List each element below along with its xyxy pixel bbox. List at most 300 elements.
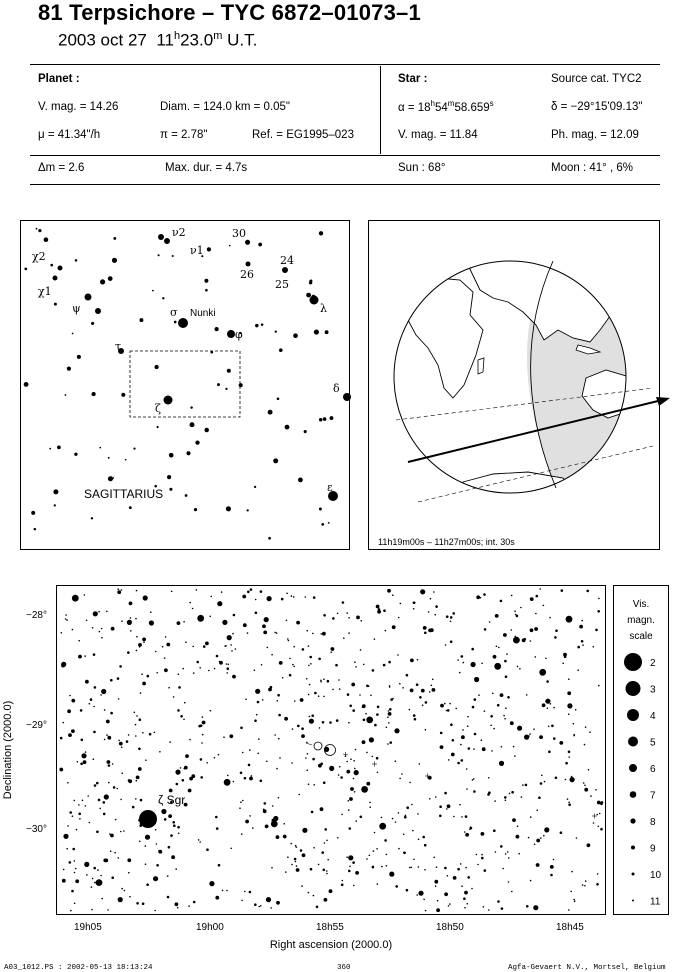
- field-star: [197, 615, 204, 622]
- field-star: [201, 742, 203, 744]
- field-star: [387, 743, 389, 745]
- field-star: [283, 835, 287, 839]
- field-star: [482, 747, 486, 751]
- field-star: [270, 907, 272, 909]
- field-star: [265, 825, 269, 829]
- field-star: [461, 735, 465, 739]
- field-star: [521, 796, 523, 798]
- field-star: [180, 767, 182, 769]
- field-star: [210, 596, 212, 598]
- field-star: [138, 767, 142, 771]
- finder-star: [108, 276, 113, 281]
- finder-star: [31, 511, 35, 515]
- field-star: [389, 708, 392, 711]
- field-star: [99, 808, 101, 810]
- field-star: [419, 696, 422, 699]
- field-star: [276, 632, 278, 634]
- field-star: [249, 777, 253, 781]
- finder-star: [58, 266, 63, 271]
- label-nu1: ν1: [190, 244, 204, 257]
- field-star: [440, 732, 443, 735]
- field-star: [392, 625, 396, 629]
- field-star: [127, 651, 130, 654]
- field-star: [78, 655, 82, 659]
- field-star: [260, 590, 263, 593]
- field-star: [534, 844, 536, 846]
- field-star: [278, 738, 280, 740]
- finder-star: [207, 247, 211, 251]
- field-star: [67, 825, 69, 827]
- field-star: [389, 741, 392, 744]
- field-star: [555, 629, 558, 632]
- field-star: [320, 681, 322, 683]
- field-star: [452, 739, 455, 742]
- field-star: [457, 659, 459, 661]
- field-star: [193, 901, 196, 904]
- field-star: [107, 736, 111, 740]
- finder-star: [125, 459, 127, 461]
- scale-label: 9: [650, 843, 656, 855]
- field-star: [335, 664, 338, 667]
- field-star: [461, 816, 463, 818]
- field-star: [94, 784, 97, 787]
- field-star: [584, 885, 586, 887]
- y-axis-label: Declination (2000.0): [2, 700, 14, 800]
- finder-star: [293, 333, 298, 338]
- field-star: [296, 865, 298, 867]
- field-star: [468, 747, 471, 750]
- field-star: [503, 715, 505, 717]
- field-star: [501, 907, 504, 910]
- field-star: [272, 805, 274, 807]
- field-star: [67, 782, 69, 784]
- field-star: [588, 769, 590, 771]
- field-star: [283, 823, 285, 825]
- field-star: [377, 772, 379, 774]
- field-star: [514, 610, 516, 612]
- field-star: [449, 703, 451, 705]
- field-star: [505, 853, 507, 855]
- field-star: [82, 800, 84, 802]
- field-star: [350, 758, 352, 760]
- field-star: [104, 739, 106, 741]
- field-star: [198, 839, 200, 841]
- finder-star: [217, 383, 220, 386]
- field-star: [159, 751, 161, 753]
- ra-hours: α = 18: [398, 101, 431, 114]
- scale-label: 3: [650, 684, 656, 696]
- field-star: [404, 816, 407, 819]
- field-star: [410, 689, 414, 693]
- finder-star: [205, 289, 208, 292]
- field-star: [372, 756, 374, 758]
- field-star: [244, 777, 247, 780]
- field-star: [293, 596, 295, 598]
- field-star: [374, 638, 376, 640]
- field-star: [535, 656, 537, 658]
- field-star: [424, 869, 426, 871]
- field-star: [155, 651, 157, 653]
- field-star: [185, 641, 187, 643]
- field-star: [129, 602, 133, 606]
- field-star: [346, 761, 348, 763]
- field-star: [121, 620, 123, 622]
- field-star: [595, 629, 598, 632]
- field-star: [428, 776, 432, 780]
- finder-star: [53, 276, 58, 281]
- field-star: [60, 737, 63, 740]
- field-star: [489, 621, 491, 623]
- field-star: [553, 707, 555, 709]
- field-star: [466, 768, 468, 770]
- field-star: [376, 605, 380, 609]
- field-star: [503, 633, 507, 637]
- field-star: [348, 809, 350, 811]
- field-star: [140, 692, 142, 694]
- field-star: [448, 759, 450, 761]
- field-star: [511, 629, 513, 631]
- field-star: [416, 894, 418, 896]
- field-star: [277, 694, 280, 697]
- field-star: [555, 777, 558, 780]
- field-star: [175, 902, 179, 906]
- field-star: [506, 653, 508, 655]
- field-star: [258, 906, 260, 908]
- field-star: [377, 883, 379, 885]
- field-star: [354, 770, 359, 775]
- finder-star: [91, 517, 93, 519]
- field-star: [362, 740, 366, 744]
- ra-tick-18h50: 18h50: [436, 922, 464, 933]
- field-star: [323, 781, 326, 784]
- field-star: [546, 680, 549, 683]
- field-star: [533, 905, 538, 910]
- field-star: [149, 733, 152, 736]
- field-star: [235, 648, 237, 650]
- field-star: [293, 646, 295, 648]
- field-star: [77, 761, 79, 763]
- field-star: [128, 872, 130, 874]
- field-star: [182, 668, 184, 670]
- planet-reference: Ref. = EG1995–023: [252, 129, 354, 141]
- field-star: [231, 650, 233, 652]
- finder-star: [99, 447, 101, 449]
- finder-star: [215, 327, 219, 331]
- field-star: [296, 621, 300, 625]
- field-star: [69, 695, 71, 697]
- field-star: [435, 885, 437, 887]
- field-star: [286, 620, 288, 622]
- field-star: [324, 828, 327, 831]
- scale-label: 4: [650, 711, 656, 722]
- finder-star: [325, 330, 329, 334]
- field-star: [264, 617, 269, 622]
- field-star: [383, 664, 386, 667]
- field-star: [573, 735, 575, 737]
- label-psi: ψ: [72, 302, 81, 315]
- field-star: [539, 588, 541, 590]
- field-star: [145, 845, 147, 847]
- field-star: [240, 772, 243, 775]
- field-star: [323, 678, 325, 680]
- ra-tick-18h55: 18h55: [316, 922, 344, 933]
- field-star: [215, 896, 219, 900]
- field-star: [428, 629, 432, 633]
- scale-dot: [628, 737, 638, 747]
- field-star: [167, 896, 170, 899]
- field-star: [423, 899, 425, 901]
- field-star: [347, 693, 350, 696]
- field-star: [356, 616, 360, 620]
- field-star: [313, 784, 315, 786]
- field-star: [302, 853, 306, 857]
- field-star: [104, 859, 108, 863]
- field-star: [171, 855, 175, 859]
- field-star: [309, 719, 314, 724]
- label-sigma: σ: [170, 306, 178, 319]
- field-star: [230, 848, 232, 850]
- field-star: [71, 729, 75, 733]
- field-star: [308, 694, 310, 696]
- field-star: [208, 670, 210, 672]
- field-star: [206, 848, 209, 851]
- field-star: [372, 866, 375, 869]
- field-star: [326, 873, 328, 875]
- finder-star: [309, 281, 312, 284]
- field-star: [568, 802, 570, 804]
- field-star: [255, 612, 258, 615]
- field-star: [154, 732, 156, 734]
- field-star: [307, 753, 309, 755]
- field-star: [348, 855, 353, 860]
- field-star: [261, 664, 263, 666]
- field-star: [545, 658, 547, 660]
- field-star: [398, 812, 400, 814]
- field-star: [332, 689, 334, 691]
- field-star: [118, 857, 120, 859]
- field-star: [326, 840, 328, 842]
- finder-star: [174, 321, 177, 324]
- field-star: [142, 902, 145, 905]
- finder-star: [49, 448, 51, 450]
- finder-star: [164, 238, 170, 244]
- field-star: [501, 746, 503, 748]
- field-star: [249, 815, 251, 817]
- field-star: [118, 897, 123, 902]
- field-star: [395, 885, 398, 888]
- field-star: [497, 704, 500, 707]
- field-star: [85, 805, 87, 807]
- field-star: [473, 748, 475, 750]
- field-star: [323, 696, 325, 698]
- label-nu2: ν2: [172, 226, 186, 239]
- field-star: [72, 629, 74, 631]
- field-star: [62, 879, 66, 883]
- field-star: [476, 854, 478, 856]
- field-star: [101, 628, 103, 630]
- field-star: [308, 783, 310, 785]
- field-star: [337, 837, 339, 839]
- field-star: [84, 862, 89, 867]
- field-star: [94, 686, 97, 689]
- field-star: [392, 818, 394, 820]
- field-star: [363, 719, 366, 722]
- field-star: [540, 782, 543, 785]
- field-star: [175, 770, 180, 775]
- field-star: [260, 780, 263, 783]
- field-star: [349, 705, 352, 708]
- field-star: [365, 713, 367, 715]
- field-star: [369, 855, 371, 857]
- field-star: [425, 729, 427, 731]
- ra-hours-unit: h: [430, 99, 435, 108]
- field-star: [310, 868, 313, 871]
- field-star: [93, 731, 96, 734]
- field-star: [529, 733, 531, 735]
- field-star: [103, 801, 106, 804]
- field-star: [369, 802, 371, 804]
- field-star: [337, 613, 339, 615]
- field-star: [567, 703, 572, 708]
- finder-star: [247, 509, 249, 511]
- field-star: [346, 770, 350, 774]
- finder-star: [74, 453, 77, 456]
- field-star: [226, 890, 228, 892]
- field-star: [463, 897, 466, 900]
- finder-star: [190, 406, 192, 408]
- field-star: [352, 709, 355, 712]
- finder-star: [38, 229, 41, 232]
- planet-diameter: Diam. = 124.0 km = 0.05": [160, 101, 291, 113]
- field-star: [513, 746, 515, 748]
- field-star: [452, 612, 455, 615]
- field-star: [481, 832, 485, 836]
- finder-star: [298, 478, 303, 483]
- field-star: [474, 698, 477, 701]
- field-star: [264, 802, 267, 805]
- field-star: [526, 905, 529, 908]
- field-star: [320, 807, 324, 811]
- field-star: [340, 776, 343, 779]
- field-star: [440, 704, 444, 708]
- label-26: 26: [240, 268, 254, 281]
- label-zeta: ζ: [155, 402, 161, 415]
- field-star: [429, 798, 431, 800]
- field-star: [126, 740, 129, 743]
- field-star: [410, 659, 414, 663]
- field-star: [519, 668, 521, 670]
- field-star: [507, 851, 509, 853]
- field-star: [309, 684, 311, 686]
- field-star: [553, 859, 555, 861]
- field-star: [343, 637, 345, 639]
- field-star: [599, 813, 601, 815]
- field-star: [178, 673, 180, 675]
- field-star: [342, 880, 344, 882]
- field-star: [349, 827, 352, 830]
- field-star: [484, 628, 487, 631]
- field-star: [320, 633, 322, 635]
- field-star: [535, 613, 537, 615]
- field-star: [232, 675, 236, 679]
- field-star: [504, 796, 507, 799]
- field-star: [111, 876, 114, 879]
- field-star: [98, 799, 101, 802]
- scale-label: 7: [650, 790, 656, 802]
- field-star: [528, 735, 530, 737]
- finder-star: [185, 494, 188, 497]
- field-star: [136, 636, 138, 638]
- field-star: [284, 717, 288, 721]
- field-star: [571, 871, 573, 873]
- field-star: [417, 813, 419, 815]
- field-star: [169, 741, 171, 743]
- field-star: [339, 688, 341, 690]
- field-star: [83, 760, 87, 764]
- field-star: [73, 848, 75, 850]
- finder-star: [92, 392, 96, 396]
- field-star: [274, 632, 276, 634]
- field-star: [308, 665, 310, 667]
- finder-star: [314, 330, 319, 335]
- field-star: [223, 736, 225, 738]
- finder-star: [34, 528, 37, 531]
- finder-chart: [20, 220, 350, 550]
- field-star: [510, 721, 514, 725]
- field-star: [135, 724, 137, 726]
- field-star: [121, 589, 123, 591]
- field-star: [287, 856, 289, 858]
- field-star: [584, 785, 586, 787]
- field-star: [314, 692, 317, 695]
- field-star: [561, 589, 564, 592]
- field-star: [89, 822, 91, 824]
- field-star: [219, 661, 221, 663]
- header-bottom-rule: [30, 184, 660, 185]
- ra-tick-19h00: 19h00: [196, 922, 224, 933]
- field-star: [266, 897, 271, 902]
- field-star: [348, 870, 351, 873]
- field-star: [541, 775, 543, 777]
- field-star: [494, 663, 501, 670]
- field-star: [465, 815, 468, 818]
- field-star: [431, 685, 433, 687]
- field-star: [433, 591, 435, 593]
- finder-star: [178, 318, 188, 328]
- field-star: [574, 900, 576, 902]
- scale-label: 2: [650, 658, 656, 669]
- field-star: [445, 644, 447, 646]
- field-star: [164, 657, 166, 659]
- field-star: [278, 714, 281, 717]
- field-star: [457, 868, 460, 871]
- field-star: [514, 755, 516, 757]
- finder-star: [36, 228, 38, 230]
- field-star: [65, 618, 67, 620]
- field-star: [78, 640, 80, 642]
- finder-star: [282, 267, 288, 273]
- field-star: [296, 868, 300, 872]
- field-star: [492, 693, 494, 695]
- field-star: [538, 796, 541, 799]
- field-star: [274, 734, 276, 736]
- field-star: [461, 655, 464, 658]
- field-star: [366, 752, 368, 754]
- field-star: [128, 734, 130, 736]
- field-star: [108, 764, 111, 767]
- footer-organization: Agfa-Gevaert N.V., Mortsel, Belgium: [508, 964, 666, 972]
- star-vmag: V. mag. = 11.84: [398, 129, 478, 141]
